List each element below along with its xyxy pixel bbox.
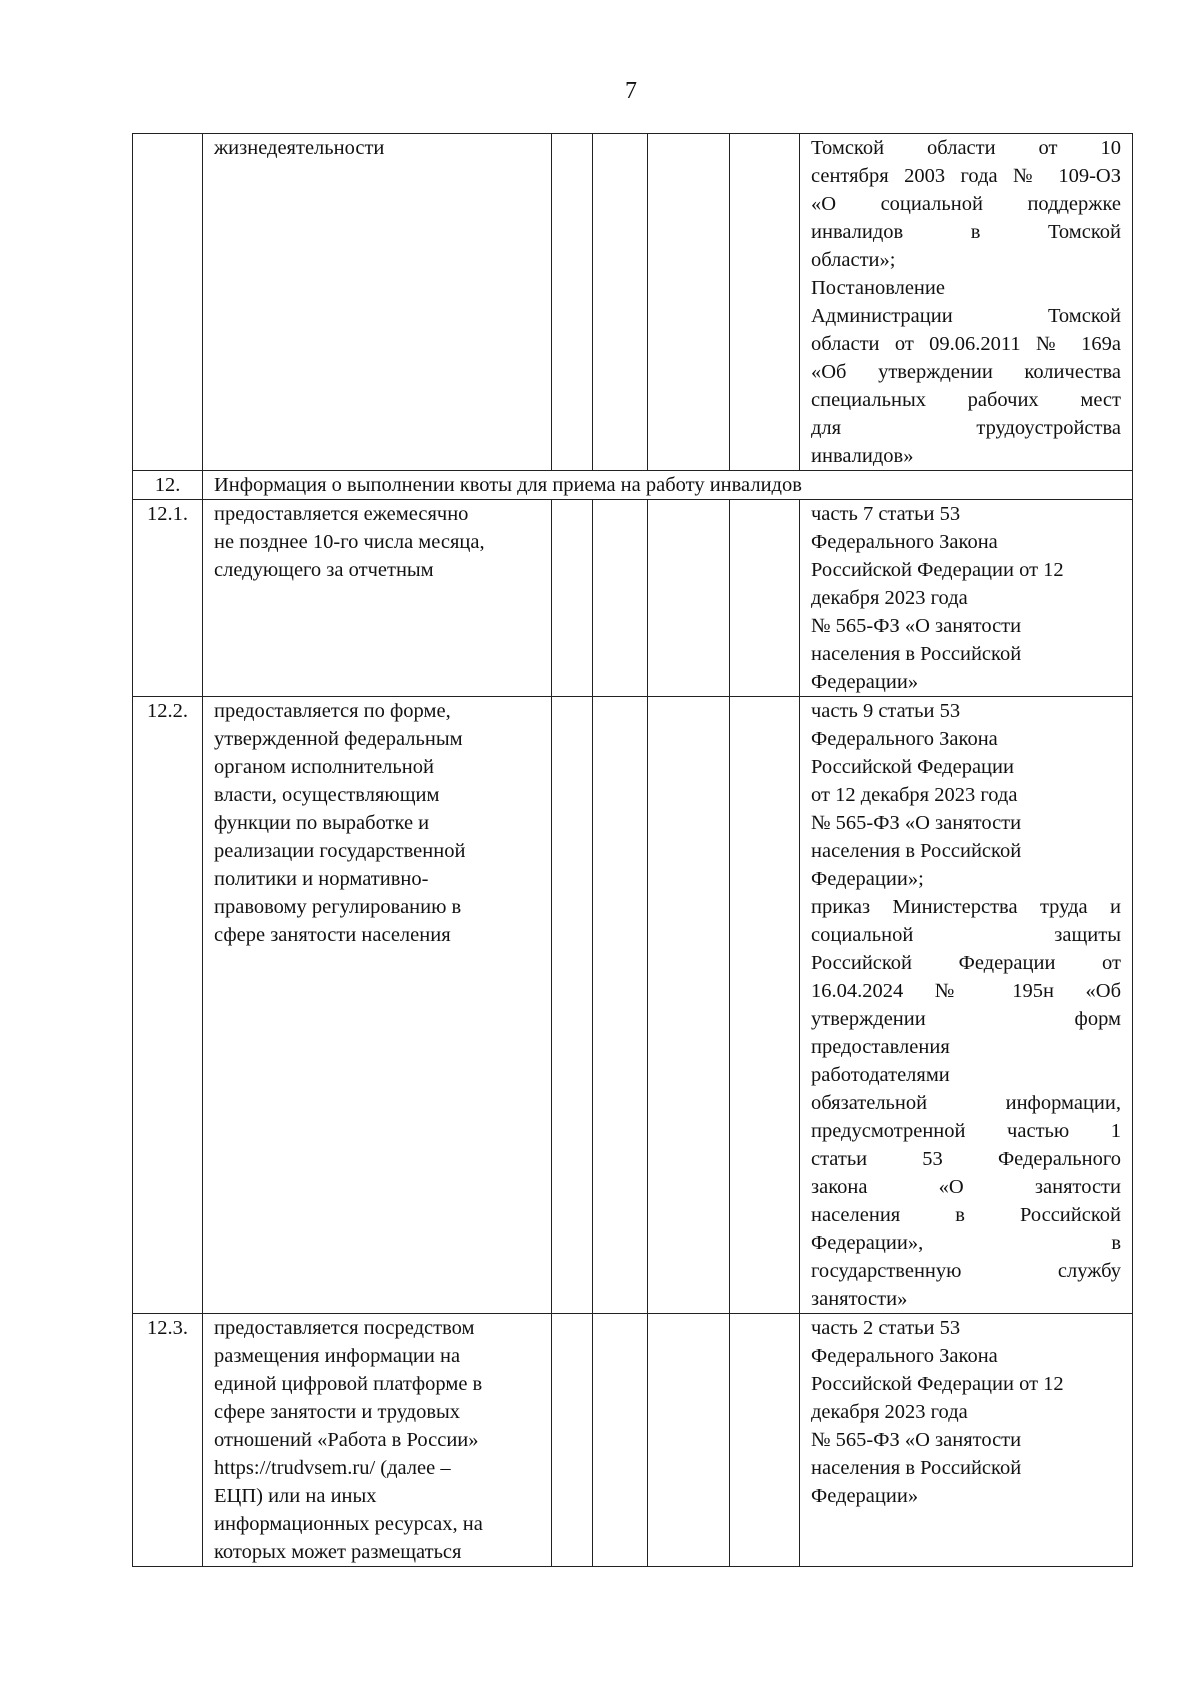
reference-line: области»; xyxy=(811,249,896,271)
empty-cell xyxy=(552,1314,593,1567)
reference-line: Постановление xyxy=(811,277,945,299)
reference-line: № 565-ФЗ «О занятости xyxy=(811,812,1022,834)
reference-line: социальной защиты xyxy=(811,924,1121,946)
empty-cell xyxy=(730,697,800,1314)
description-line: власти, осуществляющим xyxy=(214,784,440,806)
reference-line: Федерального Закона xyxy=(811,531,998,553)
description-line: следующего за отчетным xyxy=(214,559,434,581)
row-number: 12.2. xyxy=(133,697,203,1314)
reference-line: статьи 53 Федерального xyxy=(811,1148,1121,1170)
reference-line: декабря 2023 года xyxy=(811,1401,968,1423)
empty-cell xyxy=(552,134,593,471)
empty-cell xyxy=(730,134,800,471)
empty-cell xyxy=(730,500,800,697)
empty-cell xyxy=(593,697,648,1314)
reference-line: сентября 2003 года № 109-ОЗ xyxy=(811,165,1121,187)
reference-line: Федерации» xyxy=(811,1485,919,1507)
reference-line: специальных рабочих мест xyxy=(811,389,1121,411)
description-line: сфере занятости населения xyxy=(214,924,451,946)
reference-line: государственную службу xyxy=(811,1260,1121,1282)
description-line: функции по выработке и xyxy=(214,812,430,834)
empty-cell xyxy=(552,697,593,1314)
reference-line: Российской Федерации от xyxy=(811,952,1121,974)
description-line: сфере занятости и трудовых xyxy=(214,1401,461,1423)
empty-cell xyxy=(730,1314,800,1567)
reference-line: Томской области от 10 xyxy=(811,137,1121,159)
reference-line: Федерации», в xyxy=(811,1232,1121,1254)
reference-line: декабря 2023 года xyxy=(811,587,968,609)
description-line: размещения информации на xyxy=(214,1345,461,1367)
empty-cell xyxy=(648,134,730,471)
description-line: политики и нормативно- xyxy=(214,868,429,890)
reference-line: часть 9 статьи 53 xyxy=(811,700,961,722)
description-line: реализации государственной xyxy=(214,840,466,862)
reference-line: «О социальной поддержке xyxy=(811,193,1121,215)
row-legal-reference xyxy=(800,697,1133,1314)
reference-line: инвалидов» xyxy=(811,445,914,467)
reference-line: № 565-ФЗ «О занятости xyxy=(811,1429,1022,1451)
table-row xyxy=(133,134,1133,471)
description-line: не позднее 10-го числа месяца, xyxy=(214,531,485,553)
reference-line: Администрации Томской xyxy=(811,305,1121,327)
reference-line: Российской Федерации от 12 xyxy=(811,1373,1064,1395)
section-row xyxy=(133,471,1133,500)
description-line: утвержденной федеральным xyxy=(214,728,463,750)
table-row xyxy=(133,500,1133,697)
row-legal-reference xyxy=(800,500,1133,697)
empty-cell xyxy=(648,697,730,1314)
description-line: единой цифровой платформе в xyxy=(214,1373,483,1395)
row-description xyxy=(203,500,552,697)
page-number: 7 xyxy=(625,78,637,104)
reference-line: предоставления xyxy=(811,1036,950,1058)
description-line: предоставляется по форме, xyxy=(214,700,451,722)
description-line: которых может размещаться xyxy=(214,1541,462,1563)
reference-line: часть 2 статьи 53 xyxy=(811,1317,961,1339)
reference-line: закона «О занятости xyxy=(811,1176,1121,1198)
reference-line: приказ Министерства труда и xyxy=(811,896,1121,918)
empty-cell xyxy=(552,500,593,697)
description-line: https://trudvsem.ru/ (далее – xyxy=(214,1457,451,1479)
reference-line: Федерации»; xyxy=(811,868,924,890)
empty-cell xyxy=(593,1314,648,1567)
reference-line: населения в Российской xyxy=(811,1204,1121,1226)
reference-line: от 12 декабря 2023 года xyxy=(811,784,1018,806)
reference-line: «Об утверждении количества xyxy=(811,361,1121,383)
row-number: 12. xyxy=(133,471,203,500)
reference-line: области от 09.06.2011 № 169а xyxy=(811,333,1121,355)
row-legal-reference xyxy=(800,1314,1133,1567)
empty-cell xyxy=(593,500,648,697)
row-number xyxy=(133,134,203,471)
reference-line: утверждении форм xyxy=(811,1008,1121,1030)
empty-cell xyxy=(593,134,648,471)
description-line: предоставляется посредством xyxy=(214,1317,475,1339)
reference-line: Федерации» xyxy=(811,671,919,693)
reference-line: Российской Федерации от 12 xyxy=(811,559,1064,581)
reference-line: Российской Федерации xyxy=(811,756,1014,778)
reference-line: Федерального Закона xyxy=(811,1345,998,1367)
row-legal-reference xyxy=(800,134,1133,471)
reference-line: работодателями xyxy=(811,1064,950,1086)
reference-line: населения в Российской xyxy=(811,1457,1022,1479)
reference-line: предусмотренной частью 1 xyxy=(811,1120,1121,1142)
reference-line: часть 7 статьи 53 xyxy=(811,503,961,525)
description-line: правовому регулированию в xyxy=(214,896,462,918)
reference-line: населения в Российской xyxy=(811,840,1022,862)
section-title: Информация о выполнении квоты для приема на работу инвалидов xyxy=(203,471,1133,500)
row-description xyxy=(203,697,552,1314)
description-line: ЕЦП) или на иных xyxy=(214,1485,377,1507)
reference-line: 16.04.2024 № 195н «Об xyxy=(811,980,1121,1002)
description-line: информационных ресурсах, на xyxy=(214,1513,483,1535)
reference-line: обязательной информации, xyxy=(811,1092,1121,1114)
empty-cell xyxy=(648,1314,730,1567)
description-line: предоставляется ежемесячно xyxy=(214,503,469,525)
reference-line: Федерального Закона xyxy=(811,728,998,750)
row-description xyxy=(203,134,552,471)
reference-line: занятости» xyxy=(811,1288,908,1310)
reference-line: № 565-ФЗ «О занятости xyxy=(811,615,1022,637)
empty-cell xyxy=(648,500,730,697)
reference-line: населения в Российской xyxy=(811,643,1022,665)
reference-line: для трудоустройства xyxy=(811,417,1121,439)
regulation-table xyxy=(132,133,1133,1567)
table-row xyxy=(133,697,1133,1314)
description-line: органом исполнительной xyxy=(214,756,434,778)
row-description xyxy=(203,1314,552,1567)
reference-line: инвалидов в Томской xyxy=(811,221,1121,243)
description-line: жизнедеятельности xyxy=(214,137,385,159)
row-number: 12.3. xyxy=(133,1314,203,1567)
table-row xyxy=(133,1314,1133,1567)
row-number: 12.1. xyxy=(133,500,203,697)
description-line: отношений «Работа в России» xyxy=(214,1429,479,1451)
